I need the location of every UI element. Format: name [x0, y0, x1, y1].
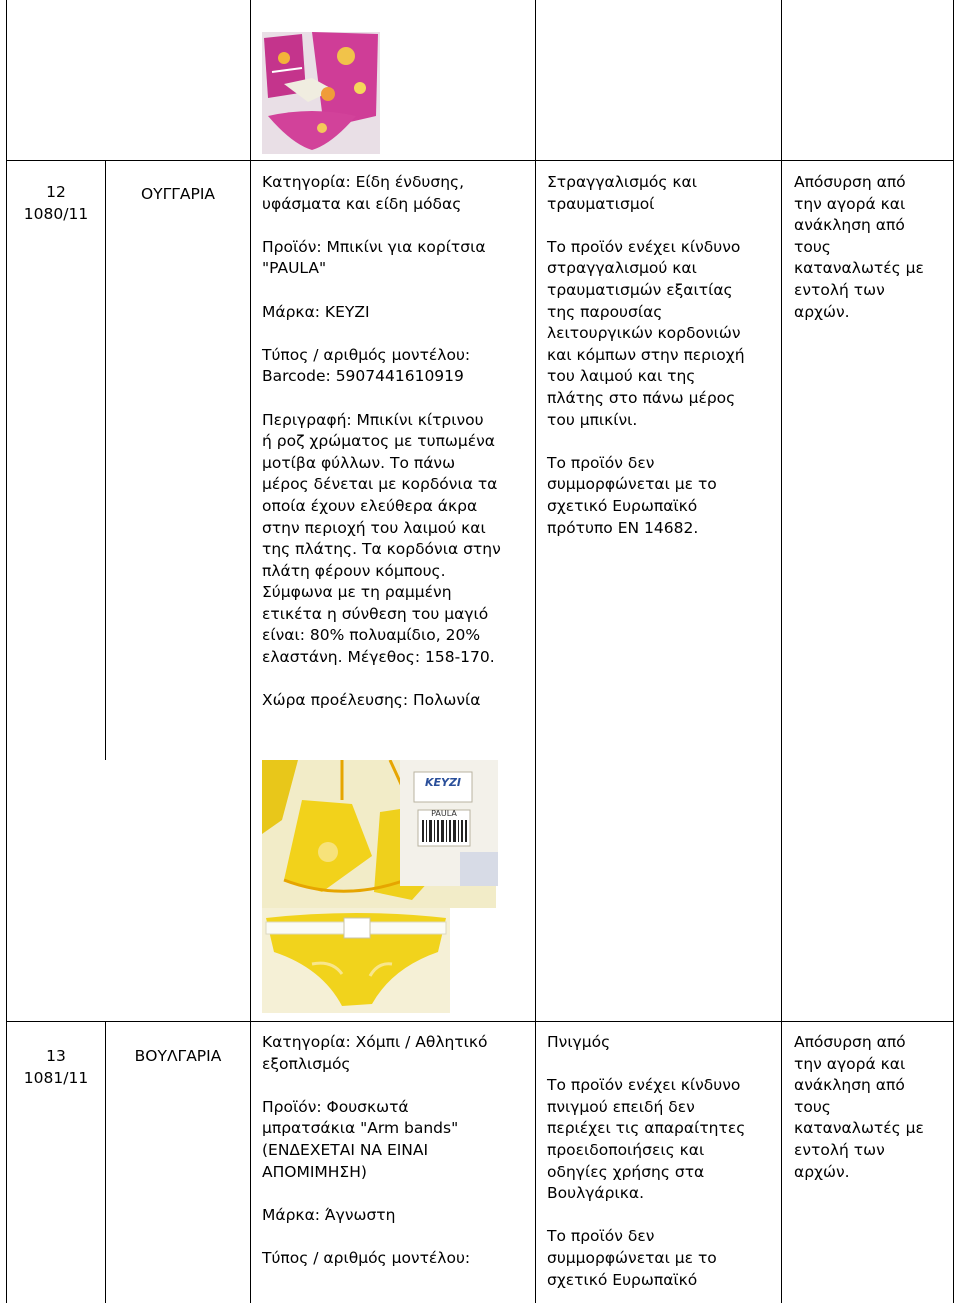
entry-number: 12 1080/11	[23, 183, 89, 223]
entry-number: 13 1081/11	[23, 1047, 89, 1087]
measures-taken: Απόσυρση από την αγορά και ανάκληση από τους καταναλωτές με εντολή των αρχών.	[794, 1033, 924, 1181]
product-label-photo	[400, 760, 498, 886]
label-model-text: PAULA	[431, 809, 457, 818]
risk-description: Πνιγμός Το προϊόν ενέχει κίνδυνο πνιγμού επειδή δεν περιέχει τις απαραίτητες προειδοποιήσεις και οδηγίες χρήσης στα Βουλγάρικα. Το προϊόν δεν συμμορφώνεται με το σχετικό Ευρωπαϊκό	[547, 1033, 746, 1289]
measures-taken: Απόσυρση από την αγορά και ανάκληση από τους καταναλωτές με εντολή των αρχών.	[794, 173, 924, 321]
product-description: Κατηγορία: Χόμπι / Αθλητικό εξοπλισμός Προϊόν: Φουσκωτά μπρατσάκια "Arm bands" (ΕΝΔΕΧΕΤΑΙ ΝΑ ΕΙΝΑΙ ΑΠΟΜΙΜΗΣΗ) Μάρκα: Άγνωστη Τύπος / αριθμός μοντέλου:	[262, 1033, 488, 1267]
col-divider-2	[250, 0, 251, 1303]
row-divider	[6, 160, 954, 161]
col-divider-3	[535, 0, 536, 1303]
label-brand-text: KEYZI	[424, 776, 462, 789]
notifying-country: ΟΥΓΓΑΡΙΑ	[140, 185, 216, 203]
product-description: Κατηγορία: Είδη ένδυσης, υφάσματα και είδη μόδας Προϊόν: Μπικίνι για κορίτσια "PAULA" Μάρκα: KEYZI Τύπος / αριθμός μοντέλου: Barcode: 5907441610919 Περιγραφή: Μπικίνι κίτρινου ή ροζ χρώματος με τυπωμένα μοτίβα φύλλων. Το πάνω μέρος δένεται με κορδόνια τα οποία έχουν ελεύθερα άκρα στην περιοχή του λαιμού και της πλάτης. Τα κορδόνια στην πλάτη φέρουν κόμπους. Σύμφωνα με τη ραμμένη ετικέτα η σύνθεση του μαγιό είναι: 80% πολυαμίδιο, 20% ελαστάνη. Μέγεθος: 158-170. Χώρα προέλευσης: Πολωνία	[262, 173, 501, 710]
table-border-right	[953, 0, 954, 1303]
notifying-country: ΒΟΥΛΓΑΡΙΑ	[134, 1047, 222, 1065]
yellow-bikini-bottom-photo	[262, 908, 450, 1013]
row-divider	[6, 1021, 954, 1022]
pink-bikini-photo	[262, 32, 380, 154]
col-divider-4	[781, 0, 782, 1303]
col-divider-1	[105, 160, 106, 760]
risk-description: Στραγγαλισμός και τραυματισμοί Το προϊόν ενέχει κίνδυνο στραγγαλισμού και τραυματισμών εξαιτίας της παρουσίας λειτουργικών κορδονιών και κόμπων στην περιοχή του λαιμού και της πλάτης στο πάνω μέρος του μπικίνι. Το προϊόν δεν συμμορφώνεται με το σχετικό Ευρωπαϊκό πρότυπο EN 14682.	[547, 173, 745, 537]
